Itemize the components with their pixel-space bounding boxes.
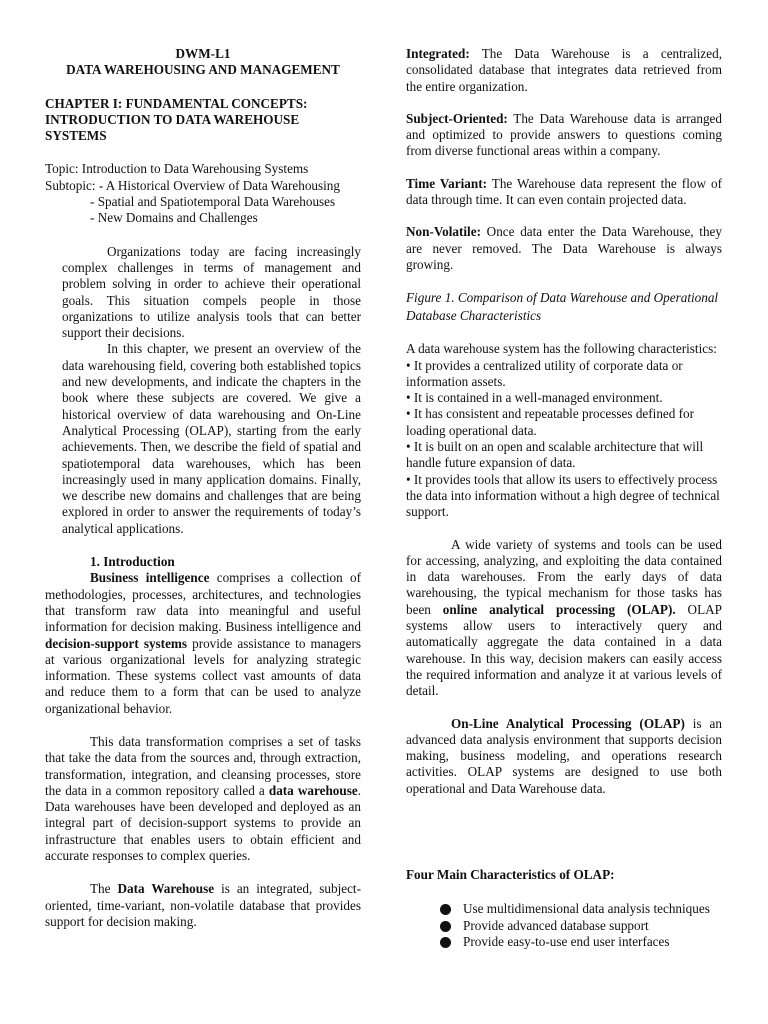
- bold-term: Subject-Oriented:: [406, 110, 508, 126]
- left-column: [45, 46, 361, 930]
- paragraph-text: comprises a collection of methodologies, processes, architectures, and technologies that transform raw data into meaningful and useful information for decision making. Business intelligence and: [45, 570, 361, 635]
- characteristic-item: • It is contained in a well-managed environment.: [406, 390, 663, 406]
- paragraph-text: provide assistance to managers at various organizational levels for analyzing strategic information. These systems collect vast amounts of data and reduce them to a form that can be used to analyze organizational behavior.: [45, 635, 362, 716]
- olap-definition-paragraph: [406, 716, 722, 797]
- list-item-text: Provide advanced database support: [463, 917, 649, 933]
- characteristic-item: • It provides tools that allow its users to effectively process the data into information without a high degree of technical support.: [406, 471, 720, 520]
- overview-paragraph: In this chapter, we present an overview of the data warehousing field, covering both established topics and new developments, and indicate the chapters in the book where these subjects are covered. We give a historical overview of data warehousing and On-Line Analytical Processing (OLAP), starting from the early achievements. Then, we describe the field of spatial and spatiotemporal data warehouses, which has been increasingly used in many application domains. Finally, we describe new domains and challenges that are being explored in order to answer the requirements of today’s analytical applications.: [62, 341, 361, 536]
- list-item: [440, 918, 722, 934]
- paragraph-text: OLAP systems allow users to interactively query and automatically aggregate the data contained in a data warehouse. In this way, decision makers can easily access the required information and analyze it at various levels of detail.: [406, 601, 722, 699]
- paragraph-text: The Data Warehouse is a centralized, consolidated database that integrates data retrieved from the entire organization.: [406, 46, 722, 94]
- olap-characteristics-list: [406, 901, 722, 950]
- subtopic-line: Subtopic: - A Historical Overview of Data Warehousing: [45, 177, 340, 193]
- characteristic-item: • It provides a centralized utility of corporate data or information assets.: [406, 357, 683, 389]
- overview-block: [45, 244, 361, 537]
- topic-line: Topic: Introduction to Data Warehousing Systems: [45, 161, 309, 177]
- paragraph-text: is an integrated, subject-oriented, time-variant, non-volatile database that provides support for decision making.: [45, 881, 361, 929]
- paragraph-text: The: [90, 881, 118, 897]
- time-variant-paragraph: [406, 176, 722, 209]
- paragraph-text: . Data warehouses have been developed and deployed as an integral part of decision-support systems to provide an infrastructure that enables users to obtain efficient and accurate responses to complex queries.: [45, 782, 361, 864]
- characteristics-intro: A data warehouse system has the following characteristics:: [406, 341, 717, 357]
- list-item: [440, 901, 722, 917]
- bold-term: Integrated:: [406, 46, 470, 61]
- course-title: DATA WAREHOUSING AND MANAGEMENT: [66, 62, 340, 78]
- paragraph-text: Once data enter the Data Warehouse, they are never removed. The Data Warehouse is always growing.: [406, 224, 722, 272]
- bullet-icon: [440, 904, 451, 915]
- bold-term: Business intelligence: [90, 570, 210, 586]
- list-item-text: Provide easy-to-use end user interfaces: [463, 933, 670, 949]
- subject-oriented-paragraph: [406, 111, 722, 160]
- bullet-icon: [440, 921, 451, 932]
- bold-term: decision-support systems: [45, 635, 188, 651]
- section-heading: 1. Introduction: [90, 554, 175, 570]
- paragraph-text: is an advanced data analysis environment that supports decision making, business modeling, and operations research activities. OLAP systems are designed to use both operational and Data Warehouse data.: [406, 715, 722, 796]
- chapter-heading: CHAPTER I: FUNDAMENTAL CONCEPTS: INTRODUCTION TO DATA WAREHOUSE SYSTEMS: [45, 95, 308, 144]
- data-transformation-paragraph: [45, 734, 361, 864]
- characteristic-item: • It is built on an open and scalable architecture that will handle future expansion of data.: [406, 439, 704, 471]
- paragraph-text: The Data Warehouse data is arranged and optimized to provide answers to questions coming from diverse functional areas within a company.: [406, 110, 722, 159]
- paragraph-text: The Warehouse data represent the flow of data through time. It can even contain projected data.: [406, 175, 722, 208]
- paragraph-text: This data transformation comprises a set of tasks that take the data from the sources and, through extraction, transformation, integration, and cleansing processes, store the data in a common repository called a: [45, 733, 361, 798]
- integrated-paragraph: [406, 46, 722, 95]
- paragraph-text: A wide variety of systems and tools can be used for accessing, analyzing, and exploiting the data contained in data warehouses. From the early days of data warehousing, the typical mechanism for those tasks has been: [406, 536, 722, 617]
- course-code: DWM-L1: [175, 46, 231, 61]
- figure-caption: Figure 1. Comparison of Data Warehouse and Operational Database Characteristics: [406, 290, 719, 324]
- bullet-icon: [440, 937, 451, 948]
- non-volatile-paragraph: [406, 224, 722, 273]
- bold-term: Time Variant:: [406, 175, 487, 191]
- bold-term: Non-Volatile:: [406, 224, 481, 240]
- bold-term: online analytical processing (OLAP).: [442, 601, 676, 617]
- right-column: [406, 46, 722, 950]
- olap-characteristics-heading: Four Main Characteristics of OLAP:: [406, 866, 615, 882]
- business-intelligence-paragraph: [45, 570, 361, 717]
- subtopic-line: - New Domains and Challenges: [90, 210, 258, 226]
- bold-term: data warehouse: [268, 782, 358, 798]
- olap-overview-paragraph: [406, 537, 722, 700]
- bold-term: Data Warehouse: [117, 881, 215, 897]
- list-item-text: Use multidimensional data analysis techniques: [463, 901, 710, 917]
- subtopic-line: - Spatial and Spatiotemporal Data Warehouses: [90, 194, 336, 210]
- overview-paragraph: Organizations today are facing increasingly complex challenges in terms of management and problem solving in order to achieve their operational goals. This situation compels people in those organizations to utilize analysis tools that can better support their decisions.: [62, 243, 361, 341]
- bold-term: On-Line Analytical Processing (OLAP): [451, 715, 685, 731]
- definition-paragraph: [45, 881, 361, 930]
- characteristic-item: • It has consistent and repeatable processes defined for loading operational data.: [406, 406, 695, 438]
- list-item: [440, 934, 722, 950]
